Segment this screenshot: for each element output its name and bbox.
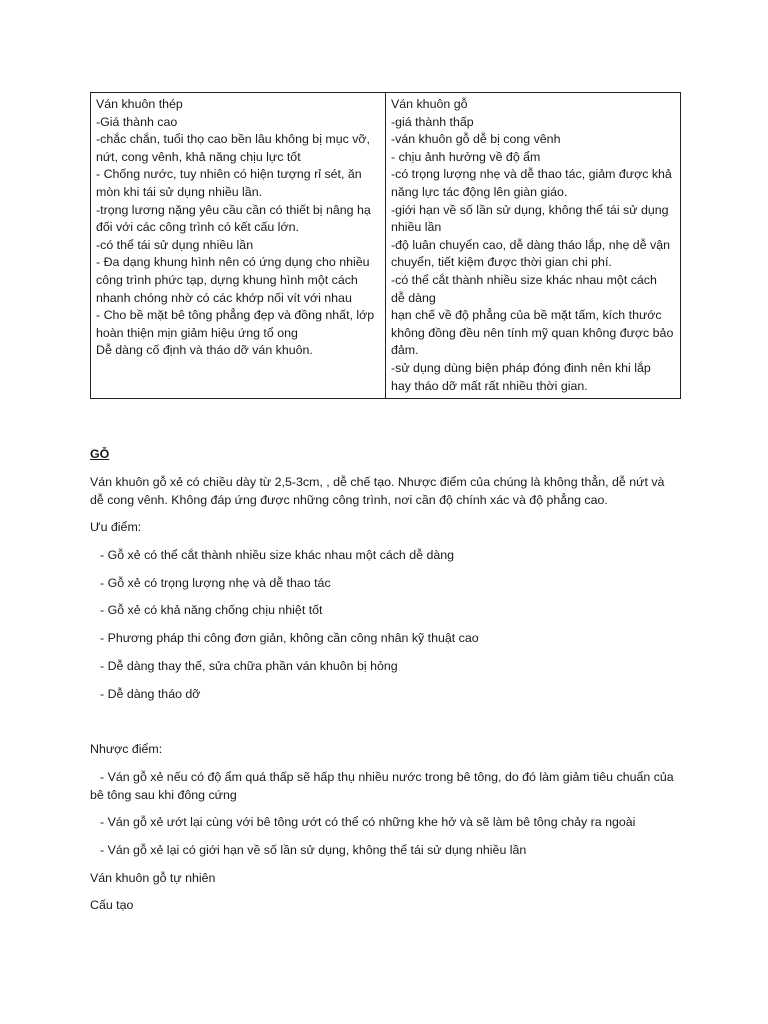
intro-paragraph: Ván khuôn gỗ xẻ có chiều dày từ 2,5-3cm, , dễ chế tạo. Nhược điểm của chúng là không thẳn, dễ nứt và dễ cong vênh. Không đáp ứng được những công trình, nơi cần độ chính xác và độ phẳng cao. [90,475,665,507]
wood-item: -giá thành thấp [391,114,474,129]
pros-item: - Dễ dàng tháo dỡ [100,687,201,701]
pros-item: - Dễ dàng thay thế, sửa chữa phần ván khuôn bị hỏng [100,659,398,673]
steel-item: Dễ dàng cố định và tháo dỡ ván khuôn. [96,343,313,358]
wood-item: - chịu ảnh hưởng về độ ẩm [391,149,541,164]
cons-item: - Ván gỗ xẻ nếu có độ ẩm quá thấp sẽ hấp thụ nhiều nước trong bê tông, do đó làm giảm tiêu chuẩn của bê tông sau khi đông cứng [90,770,674,802]
steel-item: -có thể tái sử dụng nhiều lần [96,237,254,252]
steel-formwork-cell [91,93,386,399]
wood-item: -ván khuôn gỗ dễ bị cong vênh [391,132,561,147]
section-heading: GỖ [90,447,110,461]
wood-item: -có thể cắt thành nhiều size khác nhau một cách dễ dàng [391,272,661,305]
pros-label: Ưu điểm: [90,520,142,534]
structure-label: Cấu tạo [90,898,134,912]
wood-title: Ván khuôn gỗ [391,97,468,111]
natural-wood-label: Ván khuôn gỗ tự nhiên [90,871,216,885]
steel-item: -chắc chắn, tuổi thọ cao bền lâu không bị mục vỡ, nứt, cong vênh, khả năng chịu lực tốt [96,132,374,164]
pros-item: - Gỗ xẻ có thể cắt thành nhiều size khác nhau một cách dễ dàng [100,548,455,562]
steel-title: Ván khuôn thép [96,97,183,111]
wood-item: -có trọng lượng nhẹ và dễ thao tác, giảm được khả năng lực tác động lên giàn giáo. [391,167,676,199]
wood-item: -giới hạn về số lần sử dụng, không thể tái sử dụng nhiều lần [391,202,672,235]
steel-item: -Giá thành cao [96,114,178,129]
wood-formwork-cell [386,93,681,399]
pros-item: - Phương pháp thi công đơn giản, không cần công nhân kỹ thuật cao [100,631,479,645]
wood-item: hạn chế về độ phẳng của bề mặt tấm, kích thước không đồng đều nên tính mỹ quan không được bảo đảm. [391,308,677,358]
steel-item: -trọng lương nặng yêu cầu cần có thiết bị nâng hạ đối với các công trình có kết cấu lớn. [96,202,375,235]
wood-item: -sử dụng dùng biện pháp đóng đinh nên khi lắp hay tháo dỡ mất rất nhiều thời gian. [391,360,655,393]
table-row [91,93,681,399]
comparison-table [90,92,681,399]
cons-item: - Ván gỗ xẻ ướt lại cùng với bê tông ướt có thể có những khe hở và sẽ làm bê tông chảy ra ngoài [100,815,636,829]
steel-item: - Chống nước, tuy nhiên có hiện tượng rỉ sét, ăn mòn khi tái sử dụng nhiều lần. [96,167,366,199]
steel-item: - Đa dạng khung hình nên có ứng dụng cho nhiều công trình phức tạp, dựng khung hình một cách nhanh chóng nhờ có các khớp nối vít với nhau [96,255,373,305]
cons-label: Nhược điểm: [90,742,163,756]
pros-item: - Gỗ xẻ có trọng lượng nhẹ và dễ thao tác [100,576,331,590]
wood-item: -độ luân chuyển cao, dễ dàng tháo lắp, nhẹ dễ vận chuyển, tiết kiệm được thời gian chi phí. [391,237,674,270]
steel-item: - Cho bề mặt bê tông phẳng đẹp và đồng nhất, lớp hoàn thiện mịn giảm hiệu ứng tổ ong [96,308,378,340]
cons-item: - Ván gỗ xẻ lại có giới hạn về số lần sử dụng, không thể tái sử dụng nhiều lần [100,843,527,857]
pros-item: - Gỗ xẻ có khả năng chống chịu nhiệt tốt [100,603,323,617]
